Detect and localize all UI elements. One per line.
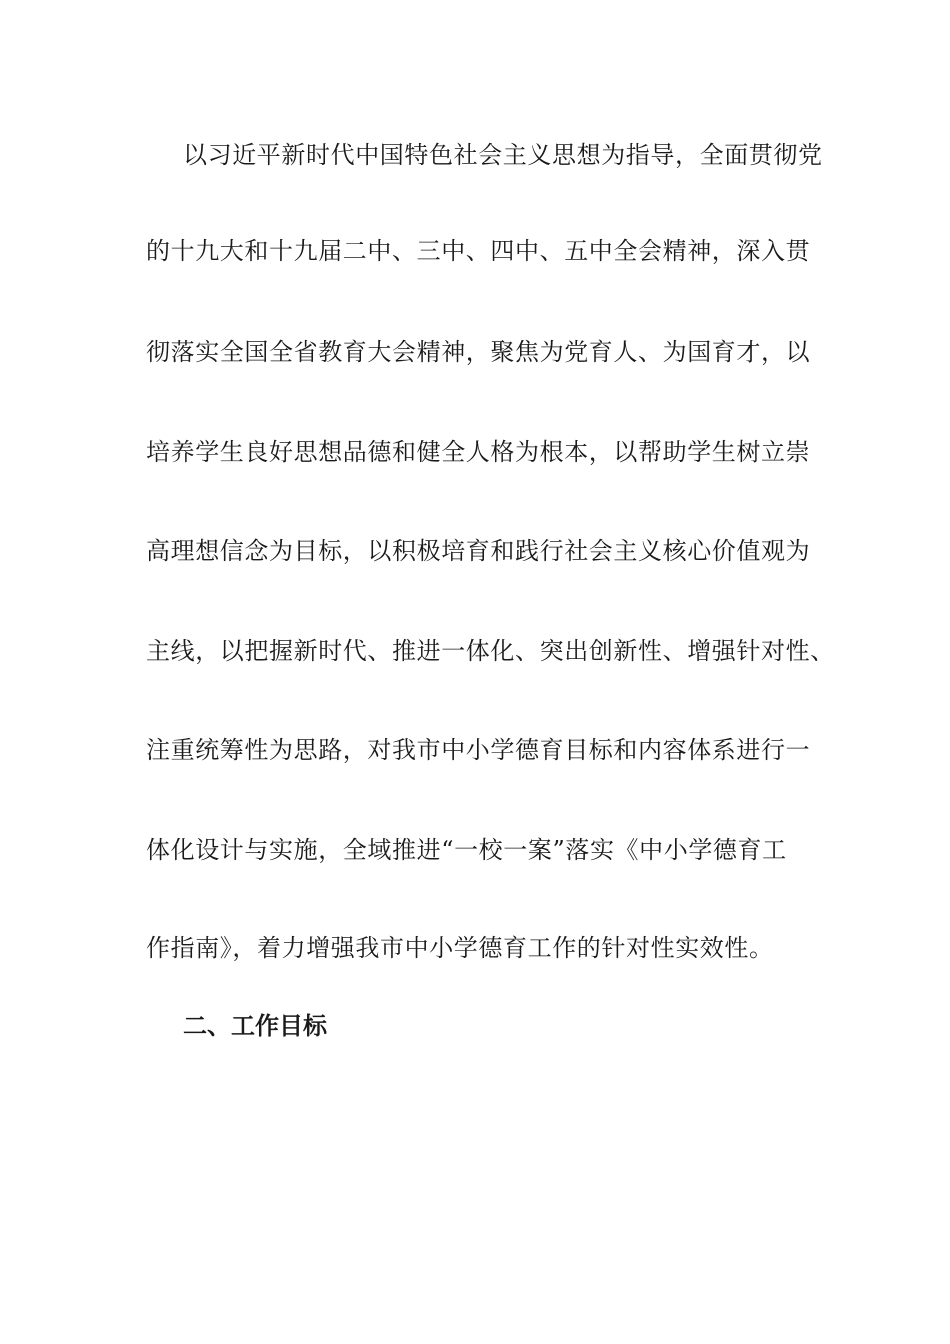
paragraph-line-1: 以习近平新时代中国特色社会主义思想为指导，全面贯彻党 [183,141,823,169]
paragraph-line-4: 培养学生良好思想品德和健全人格为根本，以帮助学生树立崇 [146,438,811,466]
paragraph-line-2: 的十九大和十九届二中、三中、四中、五中全会精神，深入贯 [146,237,811,265]
paragraph-line-6: 主线，以把握新时代、推进一体化、突出创新性、增强针对性、 [146,637,835,665]
paragraph-line-3: 彻落实全国全省教育大会精神，聚焦为党育人、为国育才，以 [146,338,811,366]
paragraph-line-9: 作指南》，着力增强我市中小学德育工作的针对性实效性。 [146,934,774,962]
paragraph-line-5: 高理想信念为目标，以积极培育和践行社会主义核心价值观为 [146,537,811,565]
section-heading: 二、工作目标 [183,1012,327,1040]
paragraph-line-7: 注重统筹性为思路，对我市中小学德育目标和内容体系进行一 [146,736,811,764]
paragraph-line-8: 体化设计与实施，全域推进“一校一案”落实《中小学德育工 [146,836,787,864]
